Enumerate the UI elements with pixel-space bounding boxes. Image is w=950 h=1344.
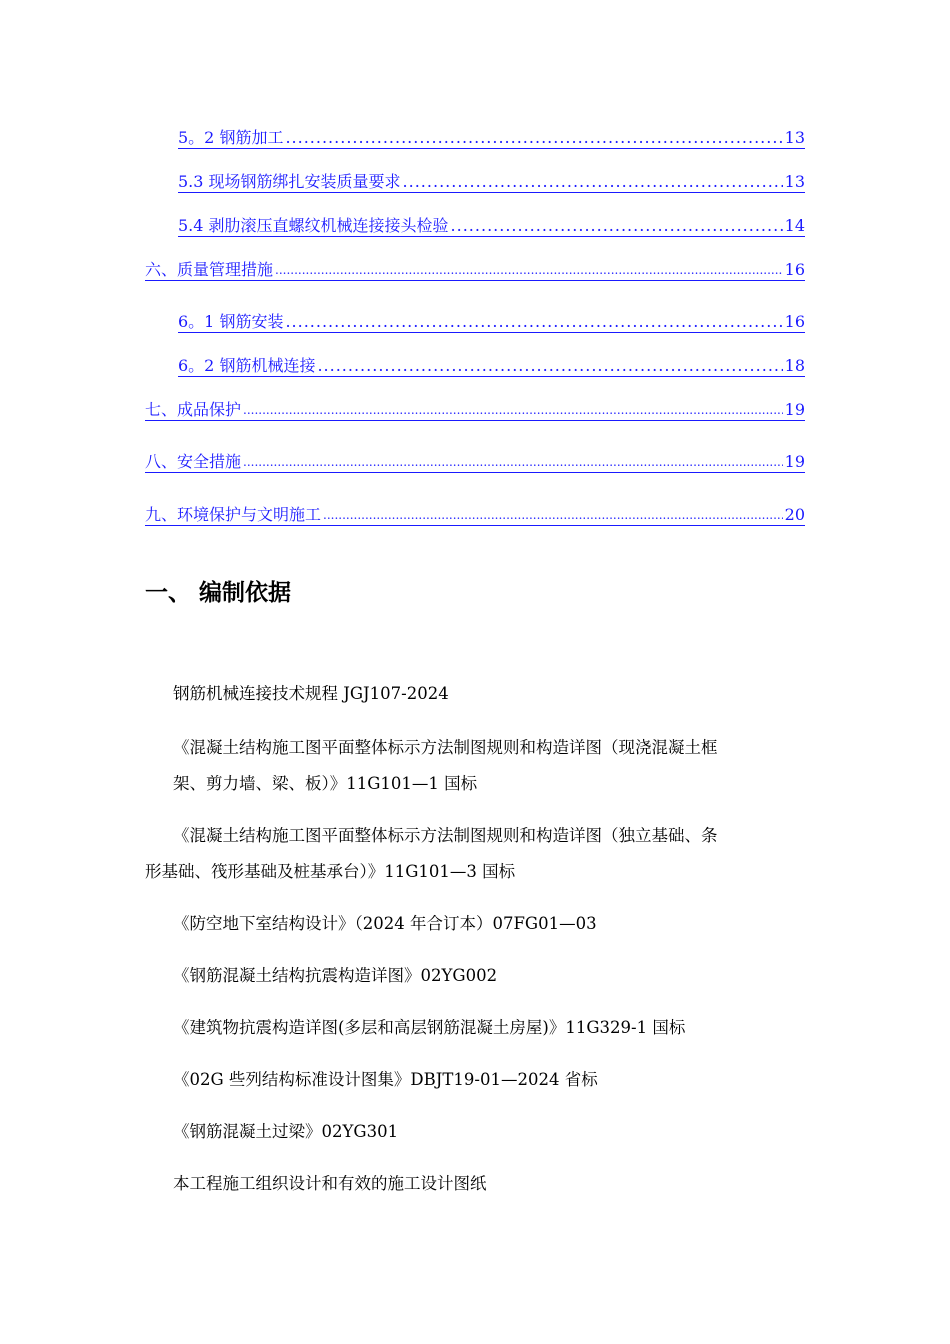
reference-paragraph: 《混凝土结构施工图平面整体标示方法制图规则和构造详图（现浇混凝土框 <box>173 738 718 757</box>
reference-paragraph: 《02G 些列结构标准设计图集》DBJT19-01—2024 省标 <box>173 1070 598 1089</box>
reference-paragraph: 架、剪力墙、梁、板）》11G101—1 国标 <box>173 774 478 793</box>
toc-entry-7[interactable] <box>145 396 805 421</box>
toc-entry-label: 七、成品保护 <box>145 400 242 419</box>
toc-dot-leader <box>275 260 783 280</box>
toc-entry-9[interactable] <box>145 501 805 526</box>
toc-entry-label: 5.3 现场钢筋绑扎安装质量要求 <box>178 172 401 191</box>
toc-dot-leader <box>317 356 782 376</box>
reference-paragraph: 钢筋机械连接技术规程 JGJ107-2024 <box>173 684 449 703</box>
toc-page-number: 19 <box>784 400 805 419</box>
reference-paragraph: 形基础、筏形基础及桩基承台）》11G101—3 国标 <box>145 862 516 881</box>
toc-entry-label: 九、环境保护与文明施工 <box>145 505 322 524</box>
toc-dot-leader <box>403 172 783 192</box>
toc-dot-leader <box>243 452 783 472</box>
toc-entry-6-1[interactable] <box>178 308 805 333</box>
toc-entry-5-4[interactable] <box>178 212 805 237</box>
toc-entry-5-3[interactable] <box>178 168 805 193</box>
toc-entry-label: 6。2 钢筋机械连接 <box>178 356 316 375</box>
toc-page-number: 16 <box>784 260 805 279</box>
reference-paragraph: 本工程施工组织设计和有效的施工设计图纸 <box>173 1174 487 1193</box>
toc-page-number: 13 <box>784 172 805 191</box>
toc-dot-leader <box>323 505 783 525</box>
reference-paragraph: 《建筑物抗震构造详图(多层和高层钢筋混凝土房屋)》11G329-1 国标 <box>173 1018 686 1037</box>
toc-entry-label: 六、质量管理措施 <box>145 260 274 279</box>
reference-paragraph: 《钢筋混凝土结构抗震构造详图》02YG002 <box>173 966 498 985</box>
toc-page-number: 20 <box>784 505 805 524</box>
section-heading: 一、 编制依据 <box>145 580 292 606</box>
toc-dot-leader <box>285 312 782 332</box>
toc-entry-6[interactable] <box>145 256 805 281</box>
toc-entry-label: 6。1 钢筋安装 <box>178 312 284 331</box>
toc-entry-5-2[interactable] <box>178 124 805 149</box>
toc-page-number: 16 <box>784 312 805 331</box>
toc-page-number: 18 <box>784 356 805 375</box>
toc-dot-leader <box>285 128 782 148</box>
toc-page-number: 19 <box>784 452 805 471</box>
toc-entry-label: 5。2 钢筋加工 <box>178 128 284 147</box>
toc-entry-6-2[interactable] <box>178 352 805 377</box>
toc-entry-label: 八、安全措施 <box>145 452 242 471</box>
toc-entry-8[interactable] <box>145 448 805 473</box>
reference-paragraph: 《钢筋混凝土过梁》02YG301 <box>173 1122 399 1141</box>
toc-page-number: 13 <box>784 128 805 147</box>
reference-paragraph: 《防空地下室结构设计》（2024 年合订本）07FG01—03 <box>173 914 597 933</box>
toc-entry-label: 5.4 剥肋滚压直螺纹机械连接接头检验 <box>178 216 449 235</box>
toc-dot-leader <box>243 400 783 420</box>
toc-page-number: 14 <box>784 216 805 235</box>
toc-dot-leader <box>451 216 783 236</box>
reference-paragraph: 《混凝土结构施工图平面整体标示方法制图规则和构造详图（独立基础、条 <box>173 826 718 845</box>
